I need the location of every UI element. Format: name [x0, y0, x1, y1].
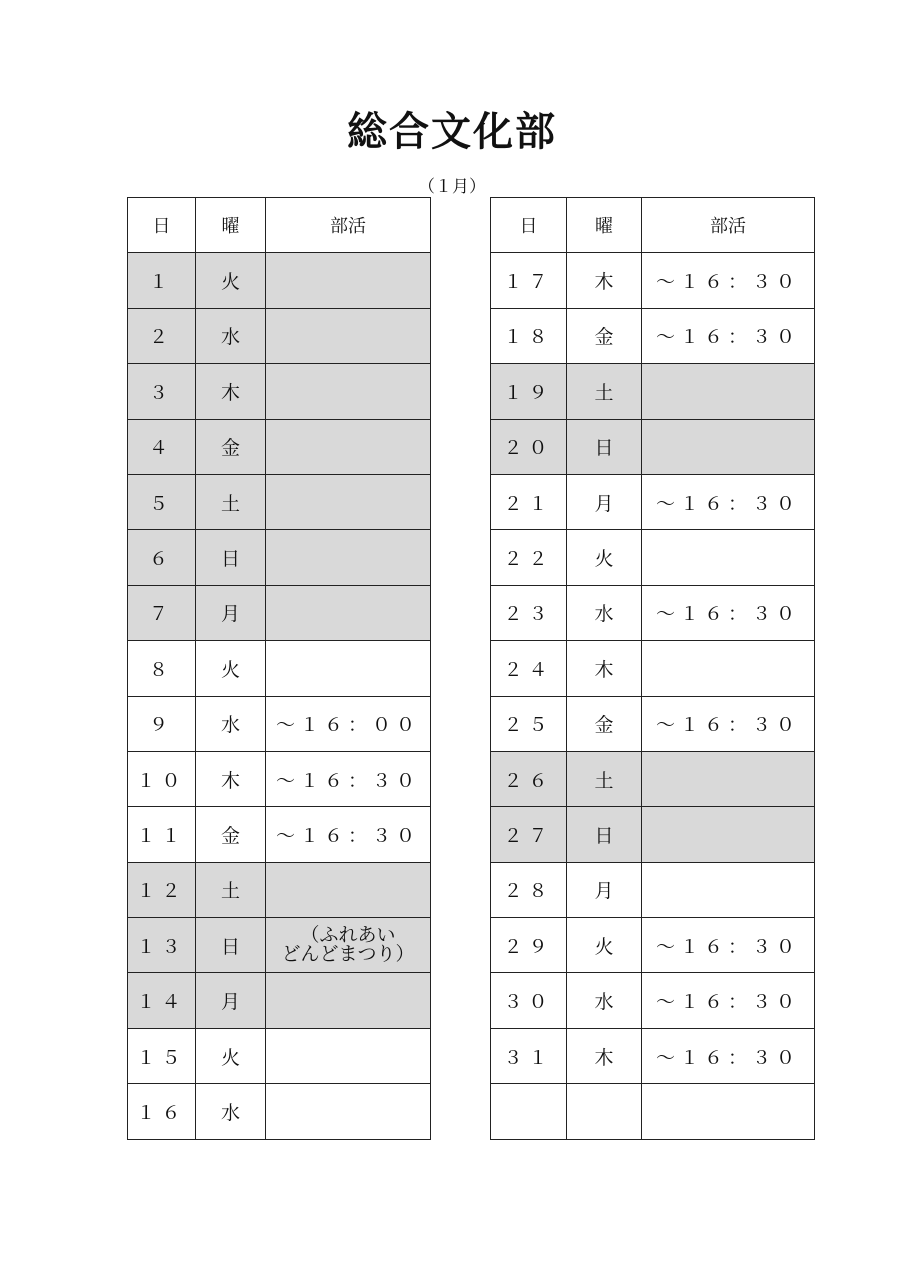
day-cell: ５ — [128, 474, 196, 529]
weekday-cell: 土 — [567, 364, 642, 419]
table-row — [491, 751, 815, 806]
weekday-cell: 金 — [567, 696, 642, 751]
header-weekday: 曜 — [567, 198, 642, 253]
table-row — [128, 973, 431, 1028]
club-cell: ～１６：３０ — [642, 973, 815, 1028]
club-cell: ～１６：００ — [266, 696, 431, 751]
table-row — [128, 862, 431, 917]
club-cell — [642, 751, 815, 806]
table-row — [491, 585, 815, 640]
table-row — [128, 253, 431, 308]
club-cell — [266, 918, 431, 973]
table-row — [128, 1084, 431, 1139]
table-row — [491, 1028, 815, 1083]
table-row — [128, 308, 431, 363]
day-cell: ８ — [128, 641, 196, 696]
club-cell — [642, 862, 815, 917]
table-row — [491, 641, 815, 696]
weekday-cell: 火 — [196, 1028, 266, 1083]
schedule-table-right — [490, 197, 815, 1140]
club-cell: ～１６：３０ — [642, 474, 815, 529]
weekday-cell: 水 — [567, 585, 642, 640]
table-row — [128, 751, 431, 806]
header-row — [128, 198, 431, 253]
day-cell: ７ — [128, 585, 196, 640]
day-cell: ３ — [128, 364, 196, 419]
weekday-cell: 火 — [567, 918, 642, 973]
day-cell: ２６ — [491, 751, 567, 806]
day-cell: １５ — [128, 1028, 196, 1083]
table-row — [491, 862, 815, 917]
club-cell — [642, 530, 815, 585]
page-title: 総合文化部 — [347, 108, 557, 155]
table-row — [128, 364, 431, 419]
table-row — [491, 253, 815, 308]
club-cell — [642, 807, 815, 862]
weekday-cell: 月 — [196, 973, 266, 1028]
day-cell: ２５ — [491, 696, 567, 751]
club-cell: ～１６：３０ — [642, 696, 815, 751]
club-cell — [266, 862, 431, 917]
day-cell: ２８ — [491, 862, 567, 917]
header-club: 部活 — [642, 198, 815, 253]
weekday-cell: 火 — [196, 253, 266, 308]
weekday-cell: 月 — [196, 585, 266, 640]
weekday-cell: 金 — [196, 807, 266, 862]
day-cell: １１ — [128, 807, 196, 862]
day-cell: ９ — [128, 696, 196, 751]
table-row — [491, 308, 815, 363]
table-row — [128, 419, 431, 474]
weekday-cell — [567, 1084, 642, 1139]
club-cell — [642, 1084, 815, 1139]
club-cell — [266, 419, 431, 474]
club-cell: ～１６：３０ — [642, 253, 815, 308]
weekday-cell: 月 — [567, 474, 642, 529]
weekday-cell: 木 — [567, 253, 642, 308]
day-cell: ３１ — [491, 1028, 567, 1083]
club-cell: ～１６：３０ — [266, 751, 431, 806]
club-cell: ～１６：３０ — [266, 807, 431, 862]
header-club: 部活 — [266, 198, 431, 253]
weekday-cell: 土 — [196, 474, 266, 529]
weekday-cell: 日 — [567, 419, 642, 474]
weekday-cell: 水 — [196, 1084, 266, 1139]
table-row — [128, 1028, 431, 1083]
club-cell — [266, 530, 431, 585]
day-cell: ２０ — [491, 419, 567, 474]
day-cell: ６ — [128, 530, 196, 585]
table-row — [128, 807, 431, 862]
weekday-cell: 金 — [567, 308, 642, 363]
weekday-cell: 月 — [567, 862, 642, 917]
table-row — [491, 530, 815, 585]
club-cell: ～１６：３０ — [642, 1028, 815, 1083]
weekday-cell: 日 — [567, 807, 642, 862]
day-cell: ２ — [128, 308, 196, 363]
table-row — [128, 918, 431, 973]
day-cell: ２１ — [491, 474, 567, 529]
weekday-cell: 日 — [196, 530, 266, 585]
day-cell: ４ — [128, 419, 196, 474]
table-row — [128, 530, 431, 585]
club-cell: ～１６：３０ — [642, 308, 815, 363]
month-label: （１月） — [418, 177, 486, 197]
table-row — [491, 1084, 815, 1139]
club-cell — [266, 308, 431, 363]
weekday-cell: 金 — [196, 419, 266, 474]
day-cell — [491, 1084, 567, 1139]
weekday-cell: 木 — [196, 751, 266, 806]
table-row — [491, 807, 815, 862]
table-row — [491, 918, 815, 973]
table-row — [491, 973, 815, 1028]
day-cell: １４ — [128, 973, 196, 1028]
weekday-cell: 水 — [567, 973, 642, 1028]
day-cell: １ — [128, 253, 196, 308]
club-cell — [642, 364, 815, 419]
table-row — [491, 696, 815, 751]
day-cell: １８ — [491, 308, 567, 363]
weekday-cell: 日 — [196, 918, 266, 973]
note-line: （ふれあい — [300, 924, 396, 947]
weekday-cell: 木 — [567, 641, 642, 696]
weekday-cell: 水 — [196, 696, 266, 751]
day-cell: ２９ — [491, 918, 567, 973]
weekday-cell: 木 — [196, 364, 266, 419]
note-line: どんどまつり） — [281, 943, 415, 966]
day-cell: １７ — [491, 253, 567, 308]
table-row — [128, 585, 431, 640]
weekday-cell: 火 — [567, 530, 642, 585]
header-day: 日 — [128, 198, 196, 253]
weekday-cell: 木 — [567, 1028, 642, 1083]
header-row — [491, 198, 815, 253]
table-row — [491, 364, 815, 419]
table-row — [128, 641, 431, 696]
weekday-cell: 火 — [196, 641, 266, 696]
club-cell — [266, 1028, 431, 1083]
club-cell — [266, 364, 431, 419]
schedule-table-left — [127, 197, 431, 1140]
table-row — [128, 696, 431, 751]
club-cell — [266, 641, 431, 696]
table-row — [128, 474, 431, 529]
header-day: 日 — [491, 198, 567, 253]
club-cell: ～１６：３０ — [642, 585, 815, 640]
day-cell: ２４ — [491, 641, 567, 696]
day-cell: ２２ — [491, 530, 567, 585]
club-cell: ～１６：３０ — [642, 918, 815, 973]
club-cell — [642, 641, 815, 696]
header-weekday: 曜 — [196, 198, 266, 253]
club-cell — [642, 419, 815, 474]
day-cell: １６ — [128, 1084, 196, 1139]
club-cell — [266, 585, 431, 640]
table-row — [491, 474, 815, 529]
day-cell: ３０ — [491, 973, 567, 1028]
club-cell — [266, 253, 431, 308]
day-cell: ２７ — [491, 807, 567, 862]
day-cell: １０ — [128, 751, 196, 806]
club-cell — [266, 1084, 431, 1139]
day-cell: １２ — [128, 862, 196, 917]
table-row — [491, 419, 815, 474]
day-cell: １９ — [491, 364, 567, 419]
day-cell: １３ — [128, 918, 196, 973]
day-cell: ２３ — [491, 585, 567, 640]
weekday-cell: 土 — [567, 751, 642, 806]
club-cell — [266, 973, 431, 1028]
club-cell — [266, 474, 431, 529]
weekday-cell: 水 — [196, 308, 266, 363]
weekday-cell: 土 — [196, 862, 266, 917]
